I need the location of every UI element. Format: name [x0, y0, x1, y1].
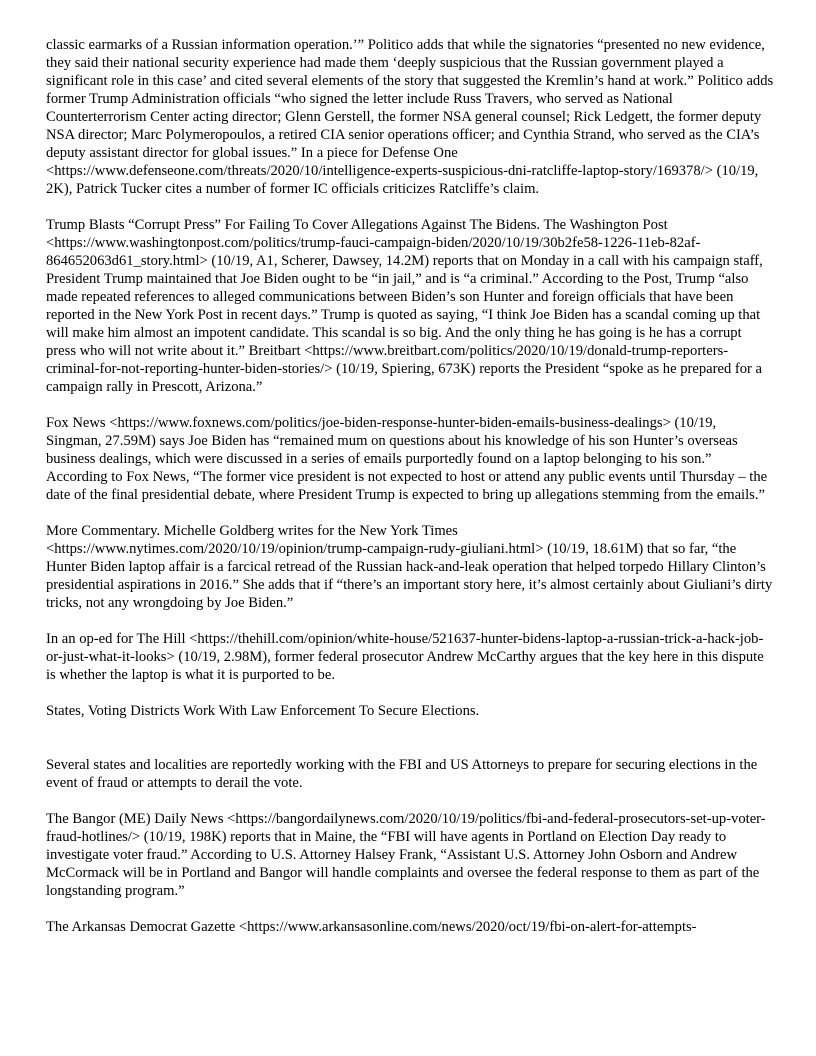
paragraph-russian-information-operation: classic earmarks of a Russian information operation.’” Politico adds that while the signatories “presented no new evidence, they said their national security experience had made them ‘deeply suspicious that the Russian government played a significant role in this case’ and cited several elements of the story that suggested the Kremlin’s hand at work.” Politico adds former Trump Administration officials “who signed the letter include Russ Travers, who served as National Counterterrorism Center acting director; Glenn Gerstell, the former NSA general counsel; Rick Ledgett, the former deputy NSA director; Marc Polymeropoulos, a retired CIA senior operations officer; and Cynthia Strand, who served as the CIA’s deputy assistant director for global issues.” In a piece for Defense One <https://www.defenseone.com/threats/2020/10/intelligence-experts-suspicious-dni-ratcliffe-laptop-story/169378/> (10/19, 2K), Patrick Tucker cites a number of former IC officials criticizes Ratcliffe’s claim.	[46, 37, 774, 197]
paragraph-more-commentary: More Commentary. Michelle Goldberg writes for the New York Times <https://www.nytimes.com/2020/10/19/opinion/trump-campaign-rudy-giuliani.html> (10/19, 18.61M) that so far, “the Hunter Biden laptop affair is a farcical retread of the Russian hack-and-leak operation that helped torpedo Hillary Clinton’s presidential aspirations in 2016.” She adds that if “there’s an important story here, it’s almost certainly about Giuliani’s dirty tricks, not any wrongdoing by Joe Biden.”	[46, 523, 773, 611]
paragraph-the-hill-op-ed: In an op-ed for The Hill <https://thehill.com/opinion/white-house/521637-hunter-bidens-laptop-a-russian-trick-a-hack-job-or-just-what-it-looks> (10/19, 2.98M), former federal prosecutor Andrew McCarthy argues that the key here in this dispute is whether the laptop is what it is purported to be.	[46, 631, 764, 683]
paragraph-trump-blasts-corrupt-press: Trump Blasts “Corrupt Press” For Failing To Cover Allegations Against The Bidens. The Washington Post <https://www.washingtonpost.com/politics/trump-fauci-campaign-biden/2020/10/19/30b2fe58-1226-11eb-82af-864652063d61_story.html> (10/19, A1, Scherer, Dawsey, 14.2M) reports that on Monday in a call with his campaign staff, President Trump maintained that Joe Biden ought to be “in jail,” and is “a criminal.” According to the Post, Trump “also made repeated references to alleged communications between Biden’s son Hunter and foreign officials that have been reported in the New York Post in recent days.” Trump is quoted as saying, “I think Joe Biden has a scandal coming up that will make him almost an impotent candidate. This scandal is so big. And the only thing he has going is he has a corrupt press who will not write about it.” Breitbart <https://www.breitbart.com/politics/2020/10/19/donald-trump-reporters-criminal-for-not-reporting-hunter-biden-stories/> (10/19, Spiering, 673K) reports the President “spoke as he prepared for a campaign rally in Prescott, Arizona.”	[46, 217, 763, 395]
paragraph-fox-news: Fox News <https://www.foxnews.com/politics/joe-biden-response-hunter-biden-emails-business-dealings> (10/19, Singman, 27.59M) says Joe Biden has “remained mum on questions about his knowledge of his son Hunter’s overseas business dealings, which were discussed in a series of emails purportedly found on a laptop belonging to his son.” According to Fox News, “The former vice president is not expected to host or attend any public events until Thursday – the date of the final presidential debate, where President Trump is expected to bring up allegations stemming from the emails.”	[46, 415, 768, 503]
document-page	[46, 36, 774, 954]
section-heading: States, Voting Districts Work With Law Enforcement To Secure Elections.	[46, 703, 480, 719]
paragraph-bangor-daily-news: The Bangor (ME) Daily News <https://bangordailynews.com/2020/10/19/politics/fbi-and-federal-prosecutors-set-up-voter-fraud-hotlines/> (10/19, 198K) reports that in Maine, the “FBI will have agents in Portland on Election Day ready to investigate voter fraud.” According to U.S. Attorney Halsey Frank, “Assistant U.S. Attorney John Osborn and Andrew McCormack will be in Portland and Bangor will handle complaints and oversee the federal response to them as part of the longstanding program.”	[46, 811, 766, 899]
paragraph-states-localities: Several states and localities are reportedly working with the FBI and US Attorneys to prepare for securing elections in the event of fraud or attempts to derail the vote.	[46, 757, 758, 791]
paragraph-arkansas-democrat-gazette: The Arkansas Democrat Gazette <https://www.arkansasonline.com/news/2020/oct/19/fbi-on-alert-for-attempts-	[46, 919, 697, 935]
